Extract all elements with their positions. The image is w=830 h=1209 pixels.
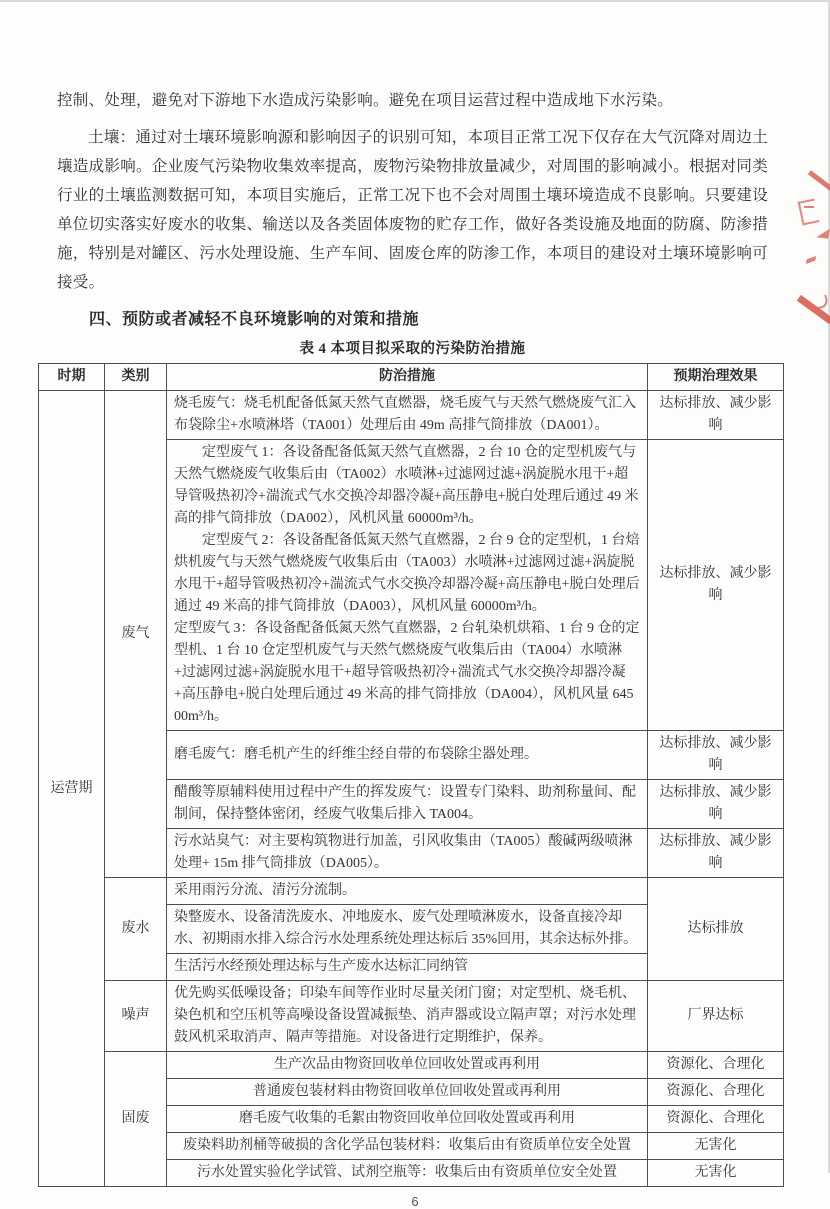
effect-noise: 厂界达标 xyxy=(648,981,784,1052)
col-header-period: 时期 xyxy=(39,364,105,391)
col-header-measure: 防治措施 xyxy=(167,364,648,391)
effect-solid-2: 资源化、合理化 xyxy=(648,1079,784,1106)
category-cell-gas: 废气 xyxy=(105,391,167,878)
effect-chouqi: 达标排放、减少影响 xyxy=(648,829,784,878)
effect-cusuan: 达标排放、减少影响 xyxy=(648,780,784,829)
measure-water-3: 生活污水经预处理达标与生产废水达标汇同纳管 xyxy=(167,954,648,981)
measure-dingxing-2: 定型废气 2：各设备配备低氮天然气直燃器，2 台 9 仓的定型机，1 台焙烘机废气与天然气燃烧废气收集后由（TA003）水喷淋+过滤网过滤+涡旋脱水甩干+超导管吸热初冷+湍流式气水交换冷却器冷凝+高压静电+脱白处理后通过 49 米高的排气筒排放（DA003），风机风量 60000m³/h。 xyxy=(174,533,640,614)
effect-solid-4: 无害化 xyxy=(648,1133,784,1160)
category-cell-solid: 固废 xyxy=(105,1052,167,1187)
table-row xyxy=(39,1052,784,1079)
measure-water-1: 采用雨污分流、清污分流制。 xyxy=(167,878,648,905)
paragraph-groundwater: 控制、处理，避免对下游地下水造成污染影响。避免在项目运营过程中造成地下水污染。 xyxy=(57,92,674,109)
effect-water: 达标排放 xyxy=(648,878,784,981)
scan-edge-top xyxy=(0,0,830,2)
category-cell-water: 废水 xyxy=(105,878,167,981)
effect-solid-3: 资源化、合理化 xyxy=(648,1106,784,1133)
period-cell: 运营期 xyxy=(39,391,105,1187)
measure-solid-2: 普通废包装材料由物资回收单位回收处置或再利用 xyxy=(167,1079,648,1106)
measure-noise: 优先购买低噪设备；印染车间等作业时尽量关闭门窗；对定型机、烧毛机、染色机和空压机等高噪设备设置减振垫、消声器或设立隔声罩；对污水处理鼓风机采取消声、隔声等措施。对设备进行定期维护，保养。 xyxy=(167,981,648,1052)
effect-solid-1: 资源化、合理化 xyxy=(648,1052,784,1079)
section-heading: 四、预防或者减轻不良环境影响的对策和措施 xyxy=(89,311,420,328)
page-number: 6 xyxy=(411,1194,419,1209)
measure-chouqi: 污水站臭气：对主要构筑物进行加盖，引风收集由（TA005）酸碱两级喷淋处理+ 15m 排气筒排放（DA005）。 xyxy=(167,829,648,878)
pollution-control-table xyxy=(38,363,784,1187)
table-row xyxy=(39,981,784,1052)
effect-dingxing: 达标排放、减少影响 xyxy=(648,440,784,731)
measure-dingxing-3: 定型废气 3：各设备配备低氮天然气直燃器，2 台轧染机烘箱、1 台 9 仓的定型机、1 台 10 仓定型机废气与天然气燃烧废气收集后由（TA004）水喷淋+过滤网过滤+涡旋脱水甩干+超导管吸热初冷+湍流式气水交换冷却器冷凝+高压静电+脱白处理后通过 49 米高的排气筒排放（DA004），风机风量 64500m³/h。 xyxy=(174,621,640,724)
measure-solid-1: 生产次品由物资回收单位回收处置或再利用 xyxy=(167,1052,648,1079)
table-row xyxy=(39,391,784,440)
measure-cusuan: 醋酸等原辅料使用过程中产生的挥发废气：设置专门染料、助剂称量间、配制间，保持整体密闭，经废气收集后排入 TA004。 xyxy=(167,780,648,829)
paragraph-soil: 土壤：通过对土壤环境影响源和影响因子的识别可知，本项目正常工况下仅存在大气沉降对周边土壤造成影响。企业废气污染物收集效率提高，废物污染物排放量减少，对周围的影响减小。根据对同类行业的土壤监测数据可知，本项目实施后，正常工况下也不会对周围土壤环境造成不良影响。只要建设单位切实落实好废水的收集、输送以及各类固体废物的贮存工作，做好各类设施及地面的防腐、防渗措施，特别是对罐区、污水处理设施、生产车间、固废仓库的防渗工作，本项目的建设对土壤环境影响可接受。 xyxy=(57,129,769,291)
document-body xyxy=(0,0,830,358)
col-header-category: 类别 xyxy=(105,364,167,391)
table-title: 表 4 本项目拟采取的污染防治措施 xyxy=(299,341,526,357)
measure-solid-3: 磨毛废气收集的毛絮由物资回收单位回收处置或再利用 xyxy=(167,1106,648,1133)
col-header-effect: 预期治理效果 xyxy=(648,364,784,391)
category-cell-noise: 噪声 xyxy=(105,981,167,1052)
measure-solid-4: 废染料助剂桶等破损的含化学品包装材料：收集后由有资质单位安全处置 xyxy=(167,1133,648,1160)
measure-momao: 磨毛废气：磨毛机产生的纤维尘经自带的布袋除尘器处理。 xyxy=(167,731,648,780)
effect-momao: 达标排放、减少影响 xyxy=(648,731,784,780)
table-header-row xyxy=(39,364,784,391)
effect-shaomao: 达标排放、减少影响 xyxy=(648,391,784,440)
measure-solid-5: 污水处置实验化学试管、试剂空瓶等：收集后由有资质单位安全处置 xyxy=(167,1160,648,1187)
measure-dingxing xyxy=(167,440,648,731)
measure-water-2: 染整废水、设备清洗废水、冲地废水、废气处理喷淋废水，设备直接冷却水、初期雨水排入综合污水处理系统处理达标后 35%回用，其余达标外排。 xyxy=(167,905,648,954)
measure-dingxing-1: 定型废气 1：各设备配备低氮天然气直燃器，2 台 10 仓的定型机废气与天然气燃烧废气收集后由（TA002）水喷淋+过滤网过滤+涡旋脱水甩干+超导管吸热初冷+湍流式气水交换冷却器冷凝+高压静电+脱白处理后通过 49 米高的排气筒排放（DA002），风机风量 60000m³/h。 xyxy=(174,445,639,526)
measure-shaomao: 烧毛废气：烧毛机配备低氮天然气直燃器，烧毛废气与天然气燃烧废气汇入布袋除尘+水喷淋塔（TA001）处理后由 49m 高排气筒排放（DA001）。 xyxy=(167,391,648,440)
effect-solid-5: 无害化 xyxy=(648,1160,784,1187)
table-row xyxy=(39,878,784,905)
